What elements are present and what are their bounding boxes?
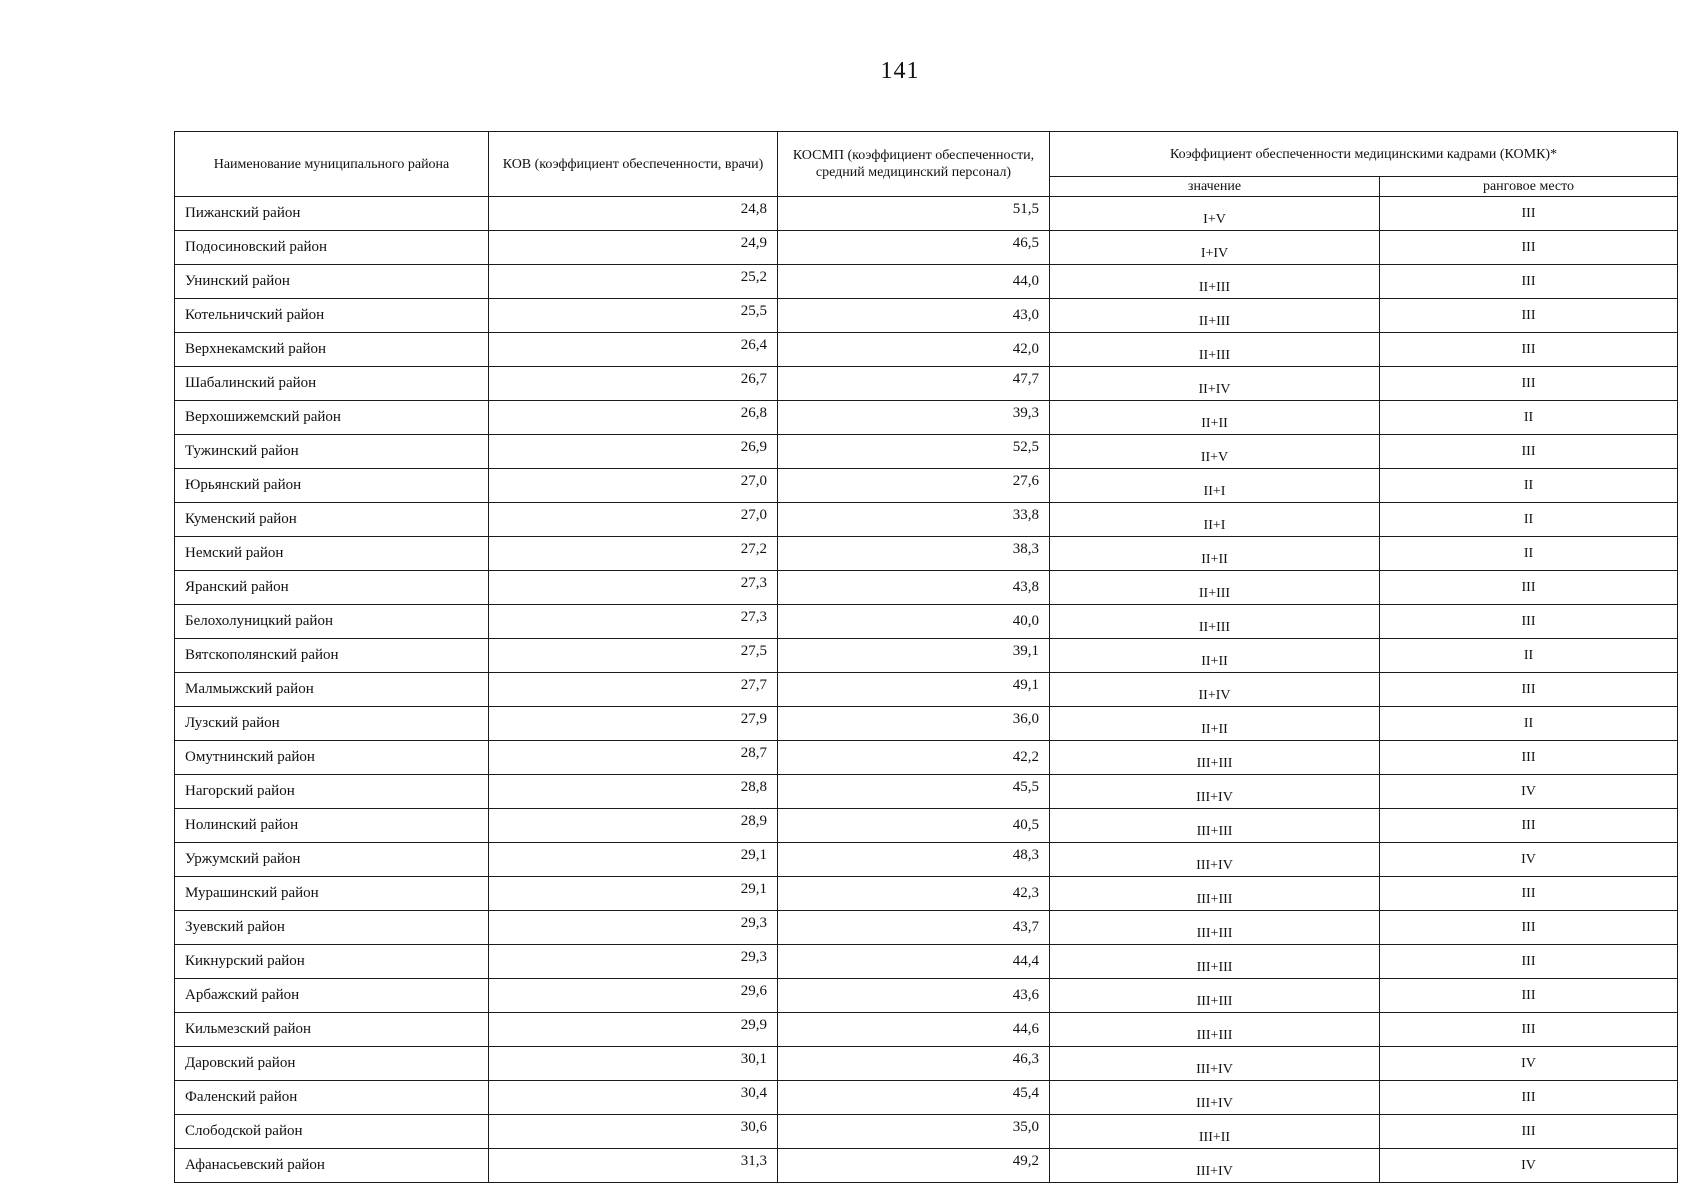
kov-cell: 28,7 <box>489 741 778 775</box>
komk-rank-cell: II <box>1380 469 1678 503</box>
kosmp-cell: 44,6 <box>778 1013 1050 1047</box>
table-row <box>175 707 1678 741</box>
district-name-cell: Зуевский район <box>175 911 489 945</box>
komk-rank-cell: III <box>1380 435 1678 469</box>
kov-cell: 24,8 <box>489 197 778 231</box>
kov-cell: 30,6 <box>489 1115 778 1149</box>
header-komk: Коэффициент обеспеченности медицинскими кадрами (КОМК)* <box>1050 132 1678 177</box>
komk-rank-cell: III <box>1380 571 1678 605</box>
district-name-cell: Афанасьевский район <box>175 1149 489 1183</box>
kov-cell: 27,5 <box>489 639 778 673</box>
table-row <box>175 401 1678 435</box>
district-name-cell: Кикнурский район <box>175 945 489 979</box>
table-row <box>175 877 1678 911</box>
komk-rank-cell: III <box>1380 265 1678 299</box>
kosmp-cell: 38,3 <box>778 537 1050 571</box>
komk-value-cell: II+II <box>1050 639 1380 673</box>
table-row <box>175 1013 1678 1047</box>
kov-cell: 27,7 <box>489 673 778 707</box>
komk-rank-cell: III <box>1380 367 1678 401</box>
table-row <box>175 605 1678 639</box>
table-row <box>175 1047 1678 1081</box>
table-row <box>175 809 1678 843</box>
district-name-cell: Тужинский район <box>175 435 489 469</box>
komk-value-cell: II+III <box>1050 333 1380 367</box>
komk-rank-cell: III <box>1380 877 1678 911</box>
kosmp-cell: 46,5 <box>778 231 1050 265</box>
table-row <box>175 1149 1678 1183</box>
komk-rank-cell: II <box>1380 707 1678 741</box>
district-name-cell: Лузский район <box>175 707 489 741</box>
komk-value-cell: III+III <box>1050 945 1380 979</box>
kosmp-cell: 51,5 <box>778 197 1050 231</box>
table-row <box>175 945 1678 979</box>
kov-cell: 24,9 <box>489 231 778 265</box>
table-row <box>175 197 1678 231</box>
kosmp-cell: 49,1 <box>778 673 1050 707</box>
kov-cell: 27,0 <box>489 503 778 537</box>
komk-value-cell: III+IV <box>1050 1081 1380 1115</box>
table-row <box>175 367 1678 401</box>
komk-value-cell: III+III <box>1050 1013 1380 1047</box>
komk-rank-cell: IV <box>1380 1047 1678 1081</box>
table-row <box>175 537 1678 571</box>
komk-value-cell: II+IV <box>1050 673 1380 707</box>
kosmp-cell: 36,0 <box>778 707 1050 741</box>
kov-cell: 27,9 <box>489 707 778 741</box>
kov-cell: 29,9 <box>489 1013 778 1047</box>
district-name-cell: Слободской район <box>175 1115 489 1149</box>
komk-value-cell: II+III <box>1050 265 1380 299</box>
komk-rank-cell: III <box>1380 1013 1678 1047</box>
komk-value-cell: II+III <box>1050 299 1380 333</box>
komk-rank-cell: II <box>1380 639 1678 673</box>
kov-cell: 27,2 <box>489 537 778 571</box>
komk-rank-cell: III <box>1380 299 1678 333</box>
komk-rank-cell: II <box>1380 503 1678 537</box>
page-number: 141 <box>880 58 920 84</box>
table-body <box>175 197 1678 1183</box>
komk-value-cell: III+III <box>1050 809 1380 843</box>
district-name-cell: Нагорский район <box>175 775 489 809</box>
kov-cell: 31,3 <box>489 1149 778 1183</box>
kov-cell: 30,1 <box>489 1047 778 1081</box>
kov-cell: 28,8 <box>489 775 778 809</box>
komk-value-cell: III+III <box>1050 979 1380 1013</box>
kosmp-cell: 27,6 <box>778 469 1050 503</box>
district-name-cell: Кильмезский район <box>175 1013 489 1047</box>
table-row <box>175 1081 1678 1115</box>
table-row <box>175 911 1678 945</box>
table-header <box>175 132 1678 197</box>
district-name-cell: Уржумский район <box>175 843 489 877</box>
kov-cell: 30,4 <box>489 1081 778 1115</box>
komk-rank-cell: III <box>1380 979 1678 1013</box>
district-name-cell: Шабалинский район <box>175 367 489 401</box>
coefficients-table <box>174 131 1678 1183</box>
district-name-cell: Вятскополянский район <box>175 639 489 673</box>
kosmp-cell: 43,7 <box>778 911 1050 945</box>
kosmp-cell: 52,5 <box>778 435 1050 469</box>
komk-value-cell: III+III <box>1050 741 1380 775</box>
kov-cell: 29,1 <box>489 843 778 877</box>
kosmp-cell: 39,3 <box>778 401 1050 435</box>
komk-value-cell: III+III <box>1050 877 1380 911</box>
table-row <box>175 333 1678 367</box>
komk-rank-cell: II <box>1380 401 1678 435</box>
district-name-cell: Немский район <box>175 537 489 571</box>
kov-cell: 27,0 <box>489 469 778 503</box>
kosmp-cell: 44,0 <box>778 265 1050 299</box>
komk-value-cell: III+IV <box>1050 1149 1380 1183</box>
kosmp-cell: 46,3 <box>778 1047 1050 1081</box>
table-row <box>175 503 1678 537</box>
table-row <box>175 741 1678 775</box>
komk-rank-cell: III <box>1380 809 1678 843</box>
kov-cell: 27,3 <box>489 571 778 605</box>
komk-value-cell: III+II <box>1050 1115 1380 1149</box>
komk-value-cell: III+III <box>1050 911 1380 945</box>
kosmp-cell: 42,0 <box>778 333 1050 367</box>
kosmp-cell: 42,2 <box>778 741 1050 775</box>
kosmp-cell: 35,0 <box>778 1115 1050 1149</box>
table-row <box>175 775 1678 809</box>
district-name-cell: Яранский район <box>175 571 489 605</box>
kosmp-cell: 44,4 <box>778 945 1050 979</box>
kosmp-cell: 40,5 <box>778 809 1050 843</box>
district-name-cell: Юрьянский район <box>175 469 489 503</box>
district-name-cell: Арбажский район <box>175 979 489 1013</box>
district-name-cell: Подосиновский район <box>175 231 489 265</box>
kosmp-cell: 45,5 <box>778 775 1050 809</box>
table-row <box>175 843 1678 877</box>
komk-value-cell: III+IV <box>1050 843 1380 877</box>
komk-rank-cell: III <box>1380 197 1678 231</box>
komk-value-cell: II+II <box>1050 537 1380 571</box>
komk-value-cell: II+I <box>1050 469 1380 503</box>
district-name-cell: Даровский район <box>175 1047 489 1081</box>
district-name-cell: Унинский район <box>175 265 489 299</box>
kosmp-cell: 43,0 <box>778 299 1050 333</box>
komk-value-cell: I+V <box>1050 197 1380 231</box>
table-row <box>175 469 1678 503</box>
header-komk-value: значение <box>1050 177 1380 197</box>
kosmp-cell: 43,8 <box>778 571 1050 605</box>
district-name-cell: Котельничский район <box>175 299 489 333</box>
district-name-cell: Мурашинский район <box>175 877 489 911</box>
komk-value-cell: II+III <box>1050 605 1380 639</box>
kosmp-cell: 47,7 <box>778 367 1050 401</box>
table-row <box>175 571 1678 605</box>
kosmp-cell: 45,4 <box>778 1081 1050 1115</box>
table-row <box>175 639 1678 673</box>
komk-rank-cell: II <box>1380 537 1678 571</box>
district-name-cell: Верхошижемский район <box>175 401 489 435</box>
header-district-name: Наименование муниципального района <box>175 132 489 197</box>
kosmp-cell: 33,8 <box>778 503 1050 537</box>
kosmp-cell: 43,6 <box>778 979 1050 1013</box>
header-kov: КОВ (коэффициент обеспеченности, врачи) <box>489 132 778 197</box>
table-row <box>175 435 1678 469</box>
kov-cell: 29,3 <box>489 945 778 979</box>
komk-rank-cell: III <box>1380 333 1678 367</box>
komk-value-cell: III+IV <box>1050 775 1380 809</box>
kosmp-cell: 40,0 <box>778 605 1050 639</box>
kov-cell: 29,3 <box>489 911 778 945</box>
kov-cell: 26,4 <box>489 333 778 367</box>
kov-cell: 27,3 <box>489 605 778 639</box>
komk-rank-cell: III <box>1380 945 1678 979</box>
komk-rank-cell: III <box>1380 673 1678 707</box>
district-name-cell: Куменский район <box>175 503 489 537</box>
kov-cell: 25,2 <box>489 265 778 299</box>
kov-cell: 28,9 <box>489 809 778 843</box>
kosmp-cell: 48,3 <box>778 843 1050 877</box>
table-row <box>175 1115 1678 1149</box>
komk-rank-cell: IV <box>1380 1149 1678 1183</box>
table-row <box>175 231 1678 265</box>
district-name-cell: Пижанский район <box>175 197 489 231</box>
komk-value-cell: II+II <box>1050 401 1380 435</box>
kosmp-cell: 39,1 <box>778 639 1050 673</box>
table-row <box>175 673 1678 707</box>
komk-value-cell: II+I <box>1050 503 1380 537</box>
district-name-cell: Омутнинский район <box>175 741 489 775</box>
kosmp-cell: 42,3 <box>778 877 1050 911</box>
komk-value-cell: II+V <box>1050 435 1380 469</box>
kov-cell: 25,5 <box>489 299 778 333</box>
table-row <box>175 299 1678 333</box>
kov-cell: 29,1 <box>489 877 778 911</box>
district-name-cell: Верхнекамский район <box>175 333 489 367</box>
komk-rank-cell: III <box>1380 911 1678 945</box>
header-komk-rank: ранговое место <box>1380 177 1678 197</box>
komk-rank-cell: III <box>1380 605 1678 639</box>
kov-cell: 26,9 <box>489 435 778 469</box>
district-name-cell: Белохолуницкий район <box>175 605 489 639</box>
komk-rank-cell: III <box>1380 1115 1678 1149</box>
header-kosmp: КОСМП (коэффициент обеспеченности, средний медицинский персонал) <box>778 132 1050 197</box>
komk-rank-cell: III <box>1380 1081 1678 1115</box>
komk-value-cell: II+II <box>1050 707 1380 741</box>
komk-rank-cell: IV <box>1380 843 1678 877</box>
district-name-cell: Малмыжский район <box>175 673 489 707</box>
komk-value-cell: I+IV <box>1050 231 1380 265</box>
table-row <box>175 979 1678 1013</box>
komk-value-cell: II+IV <box>1050 367 1380 401</box>
kov-cell: 26,8 <box>489 401 778 435</box>
table-row <box>175 265 1678 299</box>
komk-value-cell: II+III <box>1050 571 1380 605</box>
kosmp-cell: 49,2 <box>778 1149 1050 1183</box>
komk-rank-cell: III <box>1380 231 1678 265</box>
district-name-cell: Нолинский район <box>175 809 489 843</box>
kov-cell: 26,7 <box>489 367 778 401</box>
komk-rank-cell: III <box>1380 741 1678 775</box>
komk-value-cell: III+IV <box>1050 1047 1380 1081</box>
district-name-cell: Фаленский район <box>175 1081 489 1115</box>
kov-cell: 29,6 <box>489 979 778 1013</box>
komk-rank-cell: IV <box>1380 775 1678 809</box>
